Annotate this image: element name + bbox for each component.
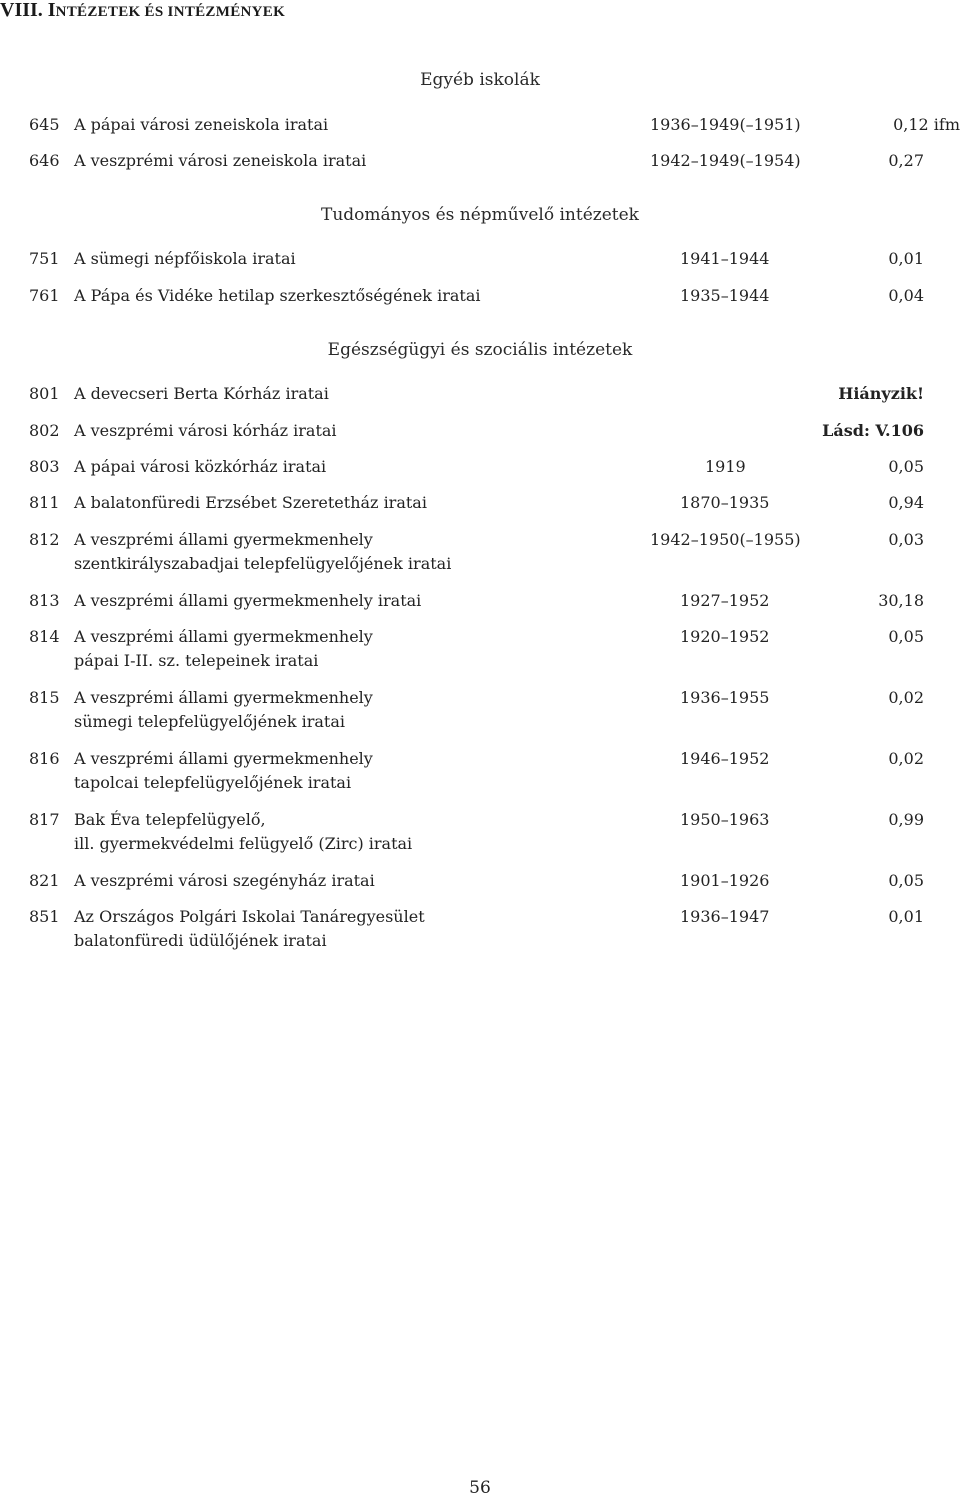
listing-row xyxy=(0,808,960,858)
fond-title: A veszprémi városi szegényház iratai xyxy=(74,871,375,890)
status-note: Lásd: V.106 xyxy=(822,421,924,440)
extent-value: 0,05 xyxy=(888,457,924,476)
extent-value: 0,02 xyxy=(888,749,924,768)
fond-number: 811 xyxy=(29,493,60,512)
date-range: 1936–1947 xyxy=(680,907,770,926)
fond-number: 646 xyxy=(29,151,60,170)
page-number: 56 xyxy=(469,1478,491,1498)
fond-title: A veszprémi városi zeneiskola iratai xyxy=(74,151,367,170)
fond-title: A veszprémi állami gyermekmenhely xyxy=(74,530,373,549)
section-heading: Egyéb iskolák xyxy=(420,70,540,90)
date-range: 1927–1952 xyxy=(680,591,770,610)
running-header-prefix: VIII. I xyxy=(0,0,56,21)
fond-title-continued: balatonfüredi üdülőjének iratai xyxy=(74,931,327,950)
listing-row xyxy=(0,686,960,736)
date-range: 1942–1949(–1954) xyxy=(650,151,801,170)
date-range: 1935–1944 xyxy=(680,286,770,305)
fond-title: A veszprémi állami gyermekmenhely xyxy=(74,688,373,707)
fond-title: A balatonfüredi Erzsébet Szeretetház iratai xyxy=(74,493,427,512)
running-header xyxy=(0,0,960,22)
extent-value: 0,02 xyxy=(888,688,924,707)
fond-title: A veszprémi állami gyermekmenhely xyxy=(74,627,373,646)
fond-number: 814 xyxy=(29,627,60,646)
fond-number: 813 xyxy=(29,591,60,610)
extent-value: 0,04 xyxy=(888,286,924,305)
date-range: 1936–1955 xyxy=(680,688,770,707)
extent-value: 0,94 xyxy=(888,493,924,512)
fond-title: A pápai városi zeneiskola iratai xyxy=(74,115,329,134)
listing-row xyxy=(0,284,960,334)
fond-title-continued: pápai I-II. sz. telepeinek iratai xyxy=(74,651,319,670)
extent-value: 30,18 xyxy=(878,591,924,610)
extent-value: 0,01 xyxy=(888,249,924,268)
fond-title-continued: ill. gyermekvédelmi felügyelő (Zirc) iratai xyxy=(74,834,413,853)
fond-number: 751 xyxy=(29,249,60,268)
fond-title: A sümegi népfőiskola iratai xyxy=(74,249,296,268)
extent-value: 0,27 xyxy=(888,151,924,170)
fond-title: A veszprémi állami gyermekmenhely xyxy=(74,749,373,768)
fond-number: 801 xyxy=(29,384,60,403)
fond-title-continued: szentkirályszabadjai telepfelügyelőjének iratai xyxy=(74,554,452,573)
date-range: 1919 xyxy=(705,457,746,476)
fond-number: 816 xyxy=(29,749,60,768)
fond-number: 821 xyxy=(29,871,60,890)
extent-value: 0,99 xyxy=(888,810,924,829)
fond-number: 815 xyxy=(29,688,60,707)
listing-row xyxy=(0,905,960,955)
date-range: 1920–1952 xyxy=(680,627,770,646)
fond-title: Az Országos Polgári Iskolai Tanáregyesület xyxy=(74,907,425,926)
running-header-rest: NTÉZETEK ÉS INTÉZMÉNYEK xyxy=(55,4,286,20)
date-range: 1950–1963 xyxy=(680,810,770,829)
listing-row xyxy=(0,528,960,578)
date-range: 1870–1935 xyxy=(680,493,770,512)
section-heading: Tudományos és népművelő intézetek xyxy=(321,205,639,225)
date-range: 1941–1944 xyxy=(680,249,770,268)
status-note: Hiányzik! xyxy=(838,384,924,403)
fond-title: A Pápa és Vidéke hetilap szerkesztőségének iratai xyxy=(74,286,481,305)
fond-title: A pápai városi közkórház iratai xyxy=(74,457,327,476)
extent-value: 0,12 ifm xyxy=(893,115,960,134)
extent-value: 0,05 xyxy=(888,627,924,646)
fond-title-continued: tapolcai telepfelügyelőjének iratai xyxy=(74,773,352,792)
fond-title-continued: sümegi telepfelügyelőjének iratai xyxy=(74,712,346,731)
extent-value: 0,01 xyxy=(888,907,924,926)
fond-number: 645 xyxy=(29,115,60,134)
fond-number: 802 xyxy=(29,421,60,440)
section-heading: Egészségügyi és szociális intézetek xyxy=(327,340,633,360)
fond-number: 812 xyxy=(29,530,60,549)
fond-title: A devecseri Berta Kórház iratai xyxy=(74,384,329,403)
fond-number: 803 xyxy=(29,457,60,476)
listing-row xyxy=(0,625,960,675)
fond-title: Bak Éva telepfelügyelő, xyxy=(74,810,266,829)
extent-value: 0,05 xyxy=(888,871,924,890)
extent-value: 0,03 xyxy=(888,530,924,549)
listing-row xyxy=(0,747,960,797)
fond-title: A veszprémi városi kórház iratai xyxy=(74,421,337,440)
date-range: 1942–1950(–1955) xyxy=(650,530,801,549)
date-range: 1936–1949(–1951) xyxy=(650,115,801,134)
fond-number: 851 xyxy=(29,907,60,926)
fond-number: 761 xyxy=(29,286,60,305)
listing-row xyxy=(0,149,960,199)
date-range: 1946–1952 xyxy=(680,749,770,768)
fond-number: 817 xyxy=(29,810,60,829)
date-range: 1901–1926 xyxy=(680,871,770,890)
fond-title: A veszprémi állami gyermekmenhely iratai xyxy=(74,591,422,610)
